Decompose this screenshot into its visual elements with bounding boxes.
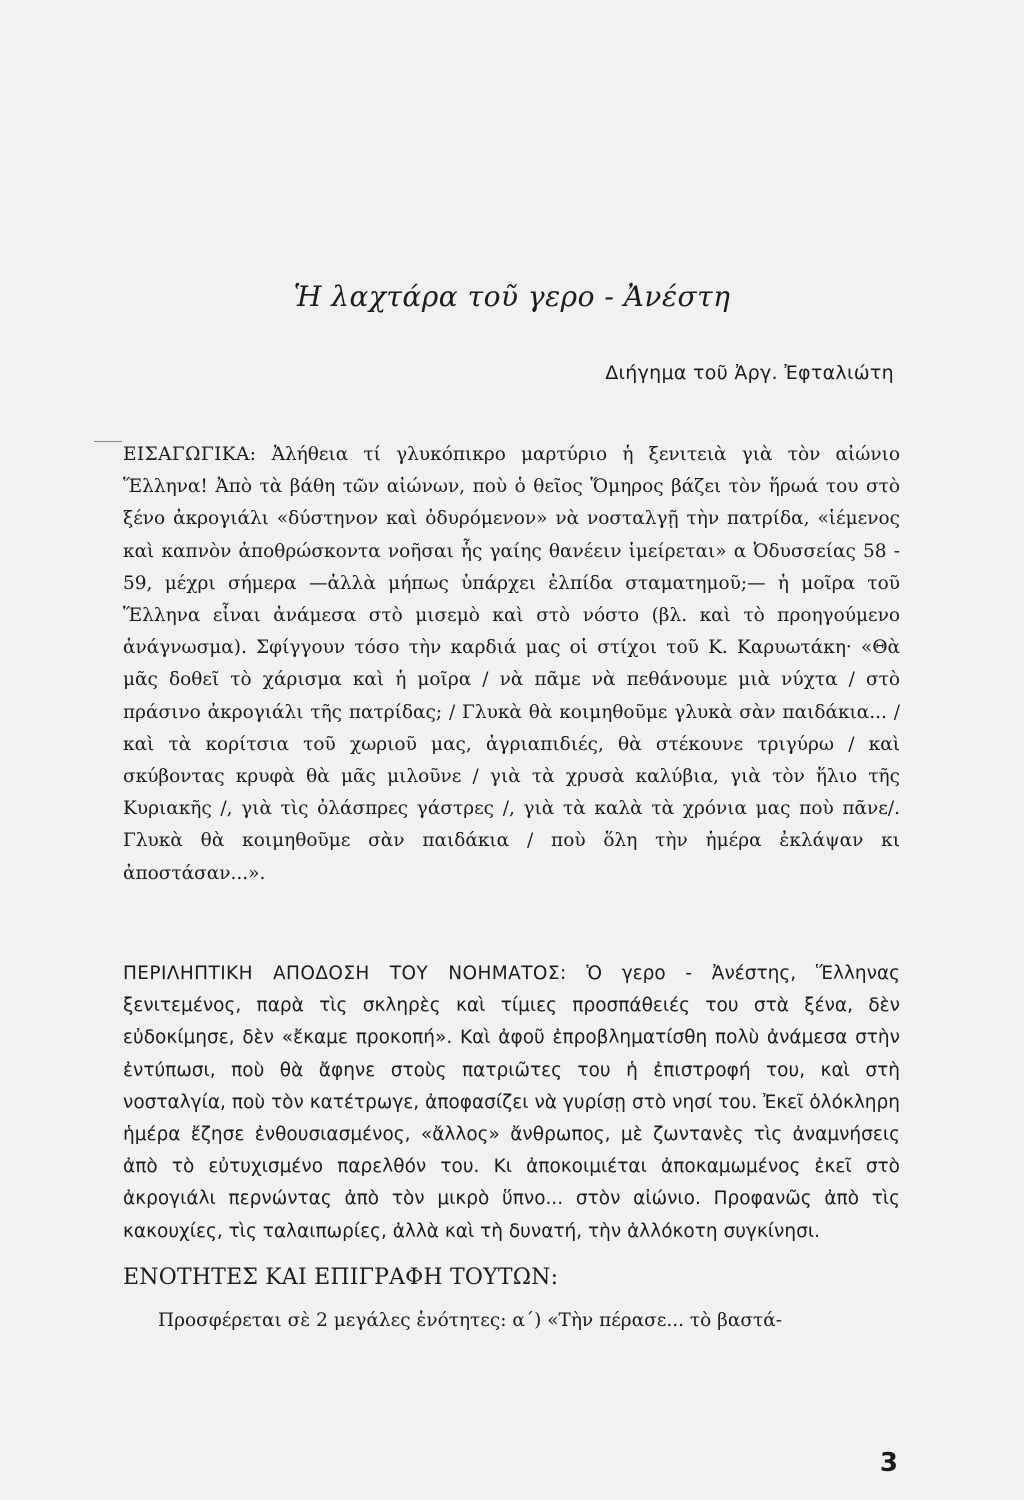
story-title: Ἡ λαχτάρα τοῦ γερο - Ἀνέστη	[293, 280, 731, 313]
sections-heading: ΕΝΟΤΗΤΕΣ ΚΑΙ ΕΠΙΓΡΑΦΗ ΤΟΥΤΩΝ:	[123, 1265, 559, 1290]
intro-label: ΕΙΣΑΓΩΓΙΚΑ:	[123, 444, 257, 465]
summary-paragraph	[123, 958, 900, 1248]
summary-label: ΠΕΡΙΛΗΠΤΙΚΗ ΑΠΟΔΟΣΗ ΤΟΥ ΝΟΗΜΑΤΟΣ:	[123, 963, 567, 984]
summary-text: Ὁ γερο - Ἀνέστης, Ἕλληνας ξενιτεμένος, παρὰ τὶς σκληρὲς καὶ τίμιες προσπάθειές του στὰ ξένα, δὲν εὐδοκίμησε, δὲν «ἔκαμε προκοπή». Καὶ ἀφοῦ ἐπροβληματίσθη πολὺ ἀνάμεσα στὴν ἐντύπωσι, ποὺ θὰ ἄφηνε στοὺς πατριῶτες του ἡ ἐπιστροφή του, καὶ στὴ νοσταλγία, ποὺ τὸν κατέτρωγε, ἀποφασίζει νὰ γυρίσῃ στὸ νησί του. Ἐκεῖ ὁλόκληρη ἡμέρα ἔζησε ἐνθουσιασμένος, «ἄλλος» ἄνθρωπος, μὲ ζωντανὲς τὶς ἀναμνήσεις ἀπὸ τὸ εὐτυχισμένο παρελθόν του. Κι ἀποκοιμιέται ἀποκαμωμένος ἐκεῖ στὸ ἀκρογιάλι περνώντας ἀπὸ τὸν μικρὸ ὕπνο... στὸν αἰώνιο. Προφανῶς ἀπὸ τὶς κακουχίες, τὶς ταλαιπωρίες, ἀλλὰ καὶ τὴ δυνατή, τὴν ἀλλόκοτη συγκίνησι.	[123, 963, 900, 1242]
story-byline: Διήγημα τοῦ Ἀργ. Ἐφταλιώτη	[605, 362, 894, 384]
intro-text: Ἀλήθεια τί γλυκόπικρο μαρτύριο ἡ ξενιτειὰ γιὰ τὸν αἰώνιο Ἕλληνα! Ἀπὸ τὰ βάθη τῶν αἰώνων, ποὺ ὁ θεῖος Ὅμηρος βάζει τὸν ἥρωά του στὸ ξένο ἀκρογιάλι «δύστηνον καὶ ὀδυρόμενον» νὰ νοσταλγῇ τὴν πατρίδα, «ἱέμενος καὶ καπνὸν ἀποθρώσκοντα νοῆσαι ἧς γαίης θανέειν ἱμείρεται» α Ὀδυσσείας 58 - 59, μέχρι σήμερα —ἀλλὰ μήπως ὑπάρχει ἐλπίδα σταματημοῦ;— ἡ μοῖρα τοῦ Ἕλληνα εἶναι ἀνάμεσα στὸ μισεμὸ καὶ στὸ νόστο (βλ. καὶ τὸ προηγούμενο ἀνάγνωσμα). Σφίγγουν τόσο τὴν καρδιά μας οἱ στίχοι τοῦ Κ. Καρυωτάκη· «Θὰ μᾶς δοθεῖ τὸ χάρισμα καὶ ἡ μοῖρα / νὰ πᾶμε νὰ πεθάνουμε μιὰ νύχτα / στὸ πράσινο ἀκρογιάλι τῆς πατρίδας; / Γλυκὰ θὰ κοιμηθοῦμε γλυκὰ σὰν παιδάκια... / καὶ τὰ κορίτσια τοῦ χωριοῦ μας, ἀγριαπιδιές, θὰ στέκουνε τριγύρω / καὶ σκύβοντας κρυφὰ θὰ μᾶς μιλοῦνε / γιὰ τὰ χρυσὰ καλύβια, γιὰ τὸν ἥλιο τῆς Κυριακῆς /, γιὰ τὶς ὀλάσπρες γάστρες /, γιὰ τὰ καλὰ τὰ χρόνια μας ποὺ πᾶνε/. Γλυκὰ θὰ κοιμηθοῦμε σὰν παιδάκια / ποὺ ὅλη τὴν ἡμέρα ἐκλάψαν κι ἀποστάσαν...».	[123, 444, 900, 884]
sections-paragraph: Προσφέρεται σὲ 2 μεγάλες ἑνότητες: α΄) «Τὴν πέρασε... τὸ βαστά-	[158, 1310, 782, 1331]
page-number: 3	[879, 1448, 898, 1478]
margin-mark	[94, 441, 122, 442]
intro-paragraph	[123, 439, 900, 890]
